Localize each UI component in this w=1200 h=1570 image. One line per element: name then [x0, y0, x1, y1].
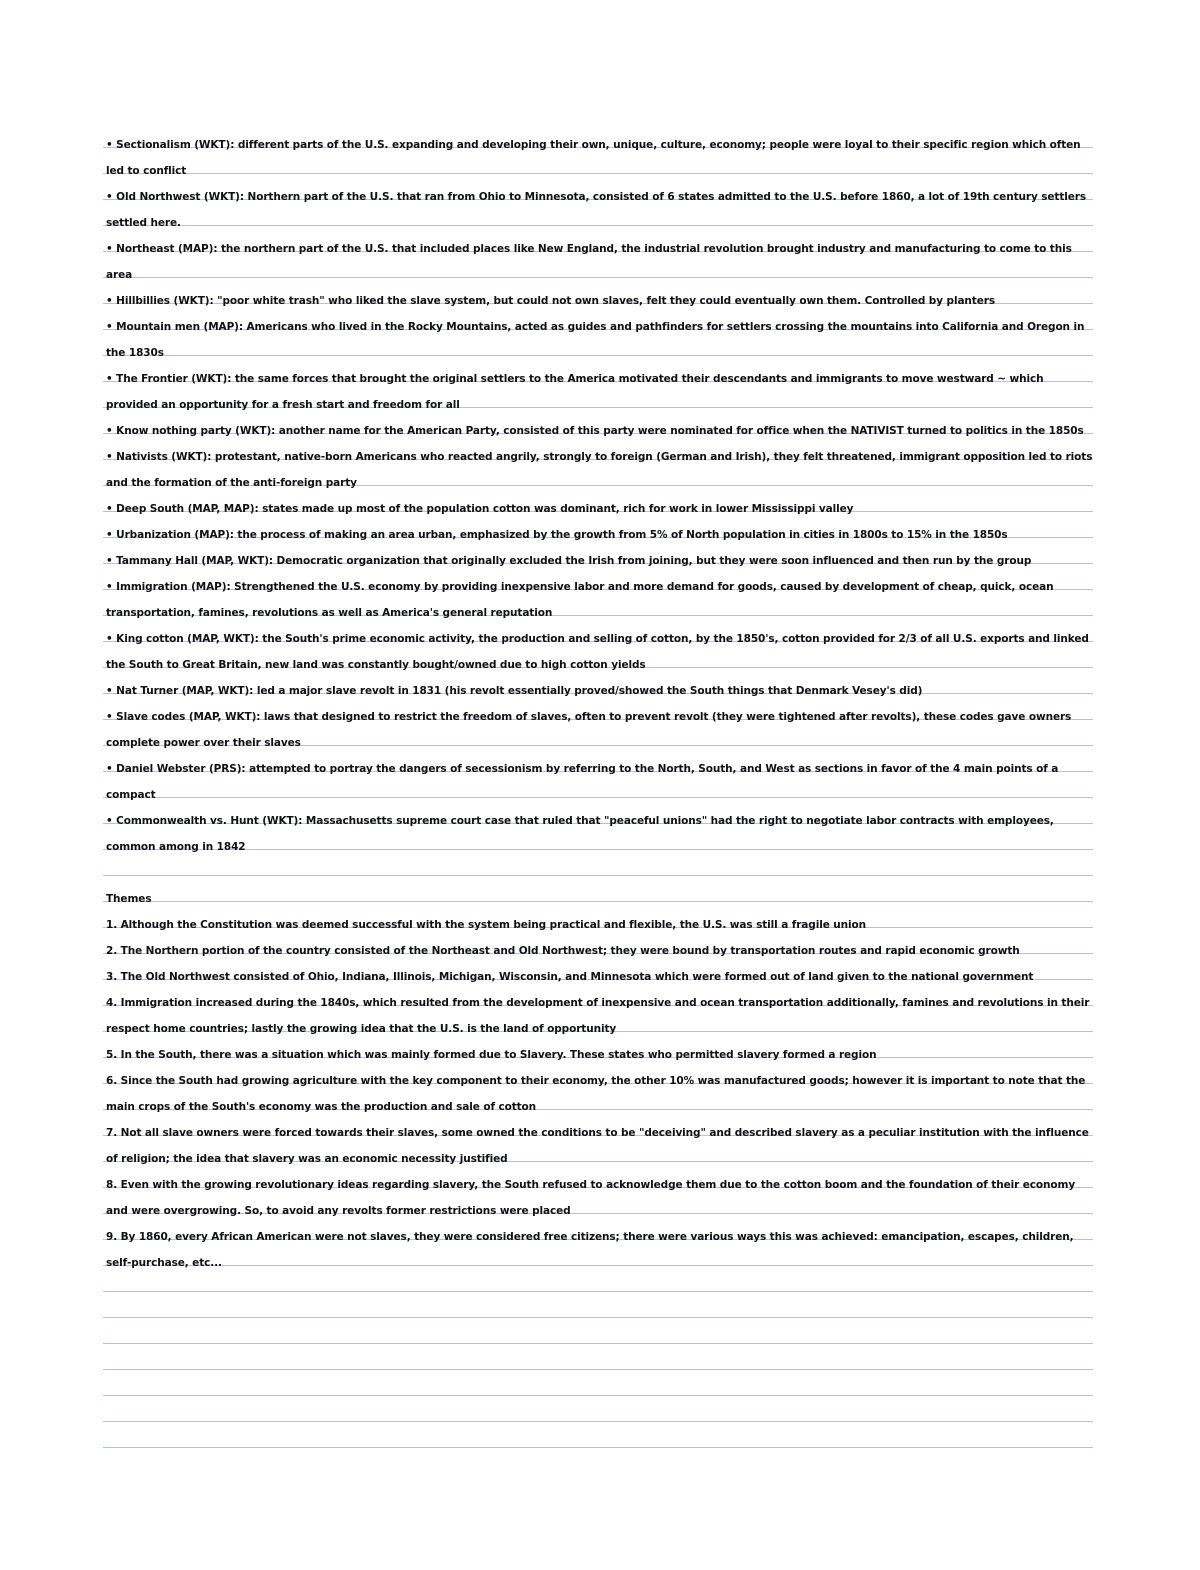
page-bottom-margin	[0, 1465, 1200, 1570]
definition-entry: • Hillbillies (WKT): "poor white trash" who liked the slave system, but could not own slaves, felt they could eventually own them. Controlled by planters	[106, 295, 995, 307]
definitions-list	[106, 132, 1096, 860]
definition-entry: • Know nothing party (WKT): another name for the American Party, consisted of this party were nominated for office when the NATIVIST turned to politics in the 1850s	[106, 425, 1084, 437]
theme-entry: 1. Although the Constitution was deemed successful with the system being practical and flexible, the U.S. was still a fragile union	[106, 919, 867, 931]
theme-entry: 3. The Old Northwest consisted of Ohio, Indiana, Illinois, Michigan, Wisconsin, and Minnesota which were formed out of land given to the national government	[106, 971, 1034, 983]
page-left-margin	[0, 0, 103, 1570]
definition-entry: • King cotton (MAP, WKT): the South's prime economic activity, the production and selling of cotton, by the 1850's, cotton provided for 2/3 of all U.S. exports and linked the South to Great Britain, new land was constantly bought/owned due to high cotton yields	[106, 633, 1089, 671]
theme-entry: 4. Immigration increased during the 1840s, which resulted from the development of inexpensive and ocean transportation additionally, famines and revolutions in their respect home countries; lastly the growing idea that the U.S. is the land of opportunity	[106, 997, 1090, 1035]
theme-entry: 6. Since the South had growing agriculture with the key component to their economy, the other 10% was manufactured goods; however it is important to note that the main crops of the South's economy was the production and sale of cotton	[106, 1075, 1086, 1113]
definition-entry: • Old Northwest (WKT): Northern part of the U.S. that ran from Ohio to Minnesota, consisted of 6 states admitted to the U.S. before 1860, a lot of 19th century settlers settled here.	[106, 191, 1086, 229]
definition-entry: • Daniel Webster (PRS): attempted to portray the dangers of secessionism by referring to the North, South, and West as sections in favor of the 4 main points of a compact	[106, 763, 1059, 801]
definition-entry: • Deep South (MAP, MAP): states made up most of the population cotton was dominant, rich for work in lower Mississippi valley	[106, 503, 854, 515]
definition-entry: • Sectionalism (WKT): different parts of the U.S. expanding and developing their own, unique, culture, economy; people were loyal to their specific region which often led to conflict	[106, 139, 1081, 177]
handwritten-notes	[106, 132, 1096, 1276]
definition-entry: • Mountain men (MAP): Americans who lived in the Rocky Mountains, acted as guides and pathfinders for settlers crossing the mountains into California and Oregon in the 1830s	[106, 321, 1085, 359]
themes-list	[106, 912, 1096, 1276]
theme-entry: 2. The Northern portion of the country consisted of the Northeast and Old Northwest; they were bound by transportation routes and rapid economic growth	[106, 945, 1020, 957]
definition-entry: • Northeast (MAP): the northern part of the U.S. that included places like New England, the industrial revolution brought industry and manufacturing to come to this area	[106, 243, 1072, 281]
theme-entry: 7. Not all slave owners were forced towards their slaves, some owned the conditions to be "deceiving" and described slavery as a peculiar institution with the influence of religion; the idea that slavery was an economic necessity justified	[106, 1127, 1089, 1165]
theme-entry: 5. In the South, there was a situation which was mainly formed due to Slavery. These states who permitted slavery formed a region	[106, 1049, 877, 1061]
section-title: Themes	[106, 893, 152, 905]
definition-entry: • The Frontier (WKT): the same forces that brought the original settlers to the America motivated their descendants and immigrants to move westward ~ which provided an opportunity for a fresh start and freedom for all	[106, 373, 1044, 411]
theme-entry: 8. Even with the growing revolutionary ideas regarding slavery, the South refused to acknowledge them due to the cotton boom and the foundation of their economy and were overgrowing. So, to avoid any revolts former restrictions were placed	[106, 1179, 1076, 1217]
definition-entry: • Nat Turner (MAP, WKT): led a major slave revolt in 1831 (his revolt essentially proved/showed the South things that Denmark Vesey's did)	[106, 685, 923, 697]
definition-entry: • Immigration (MAP): Strengthened the U.S. economy by providing inexpensive labor and more demand for goods, caused by development of cheap, quick, ocean transportation, famines, revolutions as well as America's general reputation	[106, 581, 1054, 619]
definition-entry: • Slave codes (MAP, WKT): laws that designed to restrict the freedom of slaves, often to prevent revolt (they were tightened after revolts), these codes gave owners complete power over their slaves	[106, 711, 1072, 749]
definition-entry: • Tammany Hall (MAP, WKT): Democratic organization that originally excluded the Irish from joining, but they were soon influenced and then run by the group	[106, 555, 1032, 567]
definition-entry: • Commonwealth vs. Hunt (WKT): Massachusetts supreme court case that ruled that "peaceful unions" had the right to negotiate labor contracts with employees, common among in 1842	[106, 815, 1054, 853]
theme-entry: 9. By 1860, every African American were not slaves, they were considered free citizens; there were various ways this was achieved: emancipation, escapes, children, self-purchase, etc...	[106, 1231, 1074, 1269]
page-right-margin	[1093, 0, 1200, 1570]
definition-entry: • Nativists (WKT): protestant, native-born Americans who reacted angrily, strongly to foreign (German and Irish), they felt threatened, immigrant opposition led to riots and the formation of the anti-foreign party	[106, 451, 1093, 489]
definition-entry: • Urbanization (MAP): the process of making an area urban, emphasized by the growth from 5% of North population in cities in 1800s to 15% in the 1850s	[106, 529, 1008, 541]
page-top-margin	[0, 0, 1200, 140]
